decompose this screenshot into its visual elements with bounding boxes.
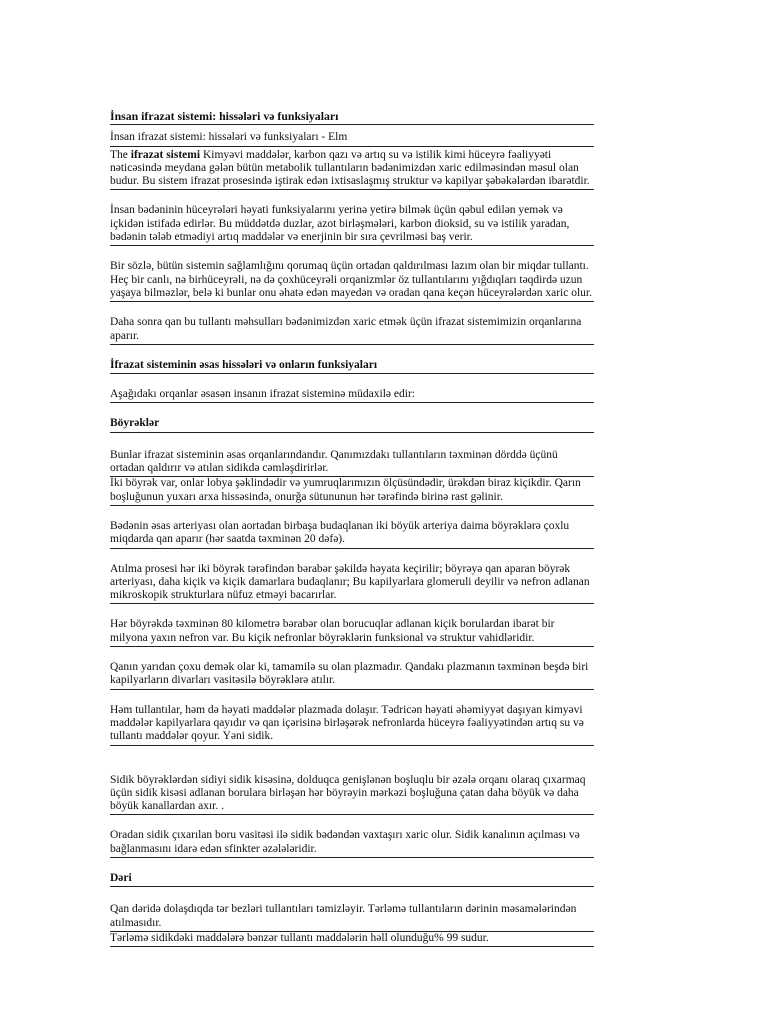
paragraph: Tərləmə sidikdəki maddələrə bənzər tullantı maddələrin həll olunduğu% 99 sudur. xyxy=(110,932,594,947)
paragraph: İki böyrək var, onlar lobya şəklindədir və yumruqlarımızın ölçüsündədir, ürəkdən biraz kiçikdir. Qarın boşluğunun yuxarı arxa hissəsində, onurğa sütununun hər tərəfində birinə rast gəlinir. xyxy=(110,477,594,506)
paragraph: Qan dəridə dolaşdıqda tər bezləri tullantıları təmizləyir. Tərləmə tullantıların dərinin məsamələrindən atılmasıdır. xyxy=(110,903,594,932)
section-heading: Böyrəklər xyxy=(110,417,594,432)
paragraph: Bir sözlə, bütün sistemin sağlamlığını qorumaq üçün ortadan qaldırılması lazım olan bir miqdar tullantı. Heç bir canlı, nə birhüceyrəli, nə də çoxhüceyrəli orqanizmlər öz tullantılarını yığdıqları təqdirdə uzun yaşaya bilməzlər, belə ki bunlar onu əhatə edən mayedən və oradan qana keçən hüceyrələrdən xaric olur. xyxy=(110,260,594,302)
paragraph: Aşağıdakı orqanlar əsasən insanın ifrazat sisteminə müdaxilə edir: xyxy=(110,388,594,403)
paragraph: Həm tullantılar, həm də həyati maddələr plazmada dolaşır. Tədricən həyati əhəmiyyət daşıyan kimyəvi maddələr kapilyarlara qayıdır və qan içərisinə birləşərək nefronlarda hüceyrə fəaliyyətindən artıq su və tullantı maddələr qoyur. Yəni sidik. xyxy=(110,704,594,746)
document-column xyxy=(110,110,594,947)
section-heading: İfrazat sisteminin əsas hissələri və onların funksiyaları xyxy=(110,359,594,374)
section-heading: Dəri xyxy=(110,872,594,887)
paragraph: Sidik böyrəklərdən sidiyi sidik kisəsinə, dolduqca genişlənən boşluqlu bir əzələ orqanı olaraq çıxarmaq üçün sidik kisəsi adlanan borulara birləşən hər böyrəyin mərkəzi boşluğuna çatan daha böyük və daha böyük kanallardan axır. . xyxy=(110,774,594,816)
intro-prefix: The xyxy=(110,148,128,161)
paragraph: Oradan sidik çıxarılan boru vasitəsi ilə sidik bədəndən vaxtaşırı xaric olur. Sidik kanalının açılması və bağlanmasını idarə edən sfinkter əzələləridir. xyxy=(110,829,594,858)
paragraph: Qanın yarıdan çoxu demək olar ki, tamamilə su olan plazmadır. Qandakı plazmanın təxminən beşdə biri kapilyarların divarları vasitəsilə böyrəklərə atılır. xyxy=(110,661,594,690)
paragraph: Daha sonra qan bu tullantı məhsulları bədənimizdən xaric etmək üçün ifrazat sistemimizin orqanlarına aparır. xyxy=(110,316,594,345)
paragraph: Atılma prosesi hər iki böyrək tərəfindən bərabər şəkildə həyata keçirilir; böyrəyə qan aparan böyrək arteriyası, daha kiçik və kiçik damarlara budaqlanır; Bu kapilyarlara glomeruli deyilir və nefron adlanan mikroskopik strukturlara nüfuz etməyi bacarırlar. xyxy=(110,563,594,605)
paragraph: Bunlar ifrazat sisteminin əsas orqanlarındandır. Qanımızdakı tullantıların təxminən dörddə üçünü ortadan qaldırır və atılan sidikdə cəmləşdirirlər. xyxy=(110,449,594,478)
intro-rest: Kimyəvi maddələr, karbon qazı və artıq su və istilik kimi hüceyrə fəaliyyəti nəticəsində meydana gələn bütün metabolik tullantıların bədənimizdən xaric edilməsindən məsul olan budur. Bu sistem ifrazat prosesində iştirak edən ixtisaslaşmış struktur və kapilyar şəbəkələrdən ibarətdir. xyxy=(110,148,590,188)
intro-paragraph xyxy=(110,149,594,191)
paragraph: İnsan bədəninin hüceyrələri həyati funksiyalarını yerinə yetirə bilmək üçün qəbul edilən yemək və içkidən istifadə edirlər. Bu müddətdə duzlar, azot birləşmələri, karbon dioksid, su və istilik yaradan, bədənin tələb etmədiyi artıq maddələr və enerjinin bir sıra çevrilməsi baş verir. xyxy=(110,204,594,246)
page-title: İnsan ifrazat sistemi: hissələri və funksiyaları xyxy=(110,110,594,125)
paragraph: Bədənin əsas arteriyası olan aortadan birbaşa budaqlanan iki böyük arteriya daima böyrəklərə çoxlu miqdarda qan aparır (hər saatda təxminən 20 dəfə). xyxy=(110,520,594,549)
paragraph: Hər böyrəkdə təxminən 80 kilometrə bərabər olan borucuqlar adlanan kiçik borulardan ibarət bir milyona yaxın nefron var. Bu kiçik nefronlar böyrəklərin funksional və struktur vahidləridir. xyxy=(110,618,594,647)
intro-bold-term: ifrazat sistemi xyxy=(130,148,201,161)
subtitle-line: İnsan ifrazat sistemi: hissələri və funksiyaları - Elm xyxy=(110,131,594,146)
